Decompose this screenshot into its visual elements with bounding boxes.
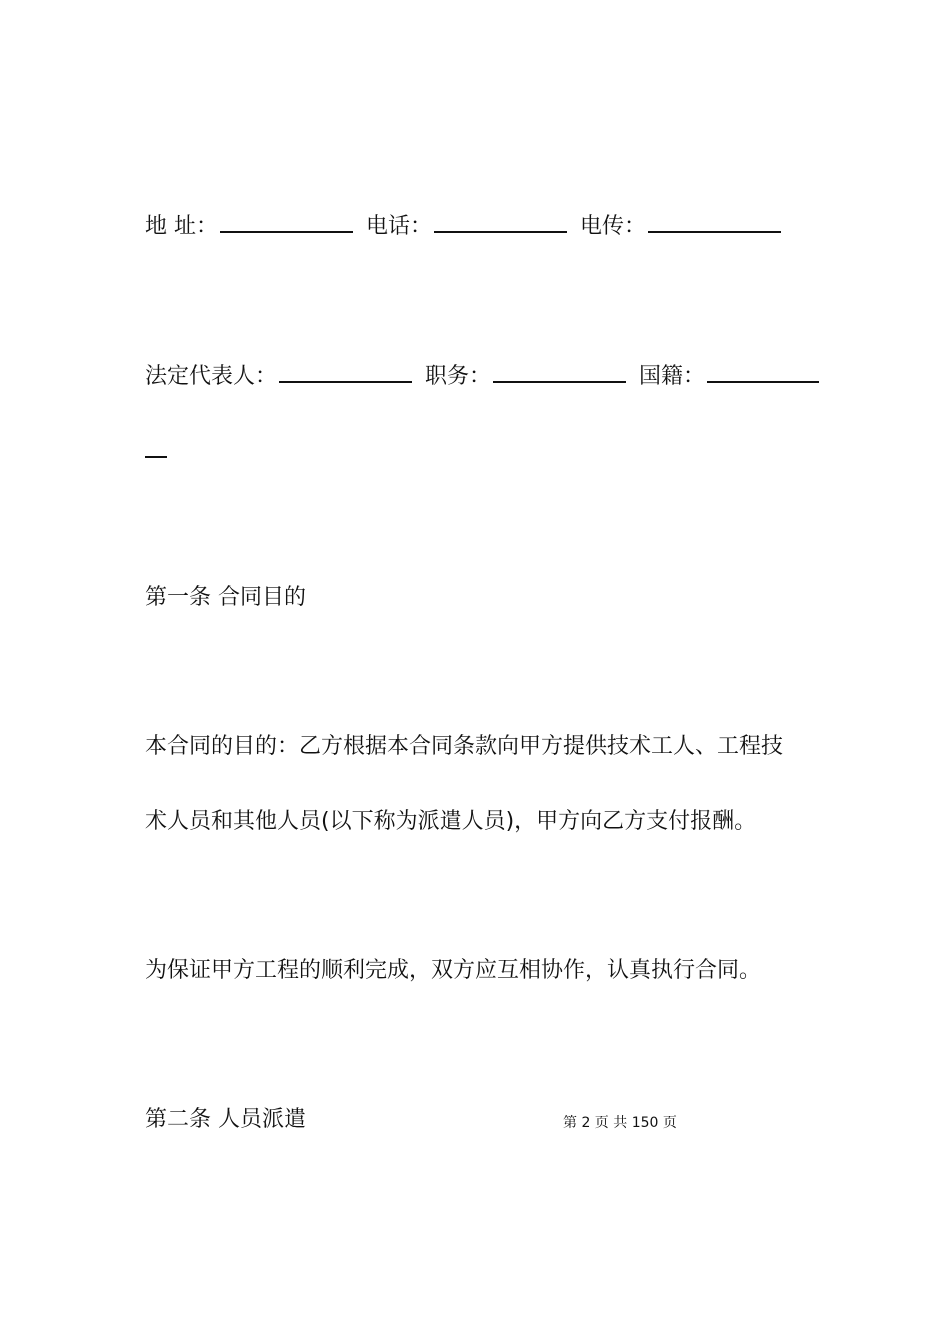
legal-rep-blank	[279, 359, 412, 383]
article-1-para1-line2: 术人员和其他人员(以下称为派遣人员)，甲方向乙方支付报酬。	[145, 809, 757, 834]
article-2-heading: 第二条 人员派遣	[145, 1107, 306, 1132]
page-indicator: 第 2 页 共 150 页	[563, 1115, 677, 1131]
address-label: 地 址：	[145, 214, 218, 239]
representative-info-line	[145, 359, 825, 392]
legal-rep-label: 法定代表人：	[145, 364, 278, 389]
fax-blank	[648, 209, 781, 233]
nationality-label: 国籍：	[639, 364, 706, 389]
nationality-blank	[707, 359, 819, 383]
nationality-blank-wrap	[145, 434, 167, 458]
phone-blank	[434, 209, 567, 233]
contact-info-line	[145, 209, 787, 242]
address-blank	[220, 209, 353, 233]
phone-label: 电话：	[366, 214, 433, 239]
nationality-blank-continuation	[145, 434, 173, 467]
article-1-para1-line1: 本合同的目的：乙方根据本合同条款向甲方提供技术工人、工程技	[145, 734, 784, 759]
article-1-para2: 为保证甲方工程的顺利完成，双方应互相协作，认真执行合同。	[145, 958, 762, 983]
fax-label: 电传：	[580, 214, 647, 239]
position-blank	[493, 359, 626, 383]
position-label: 职务：	[425, 364, 492, 389]
article-1-heading: 第一条 合同目的	[145, 585, 306, 610]
